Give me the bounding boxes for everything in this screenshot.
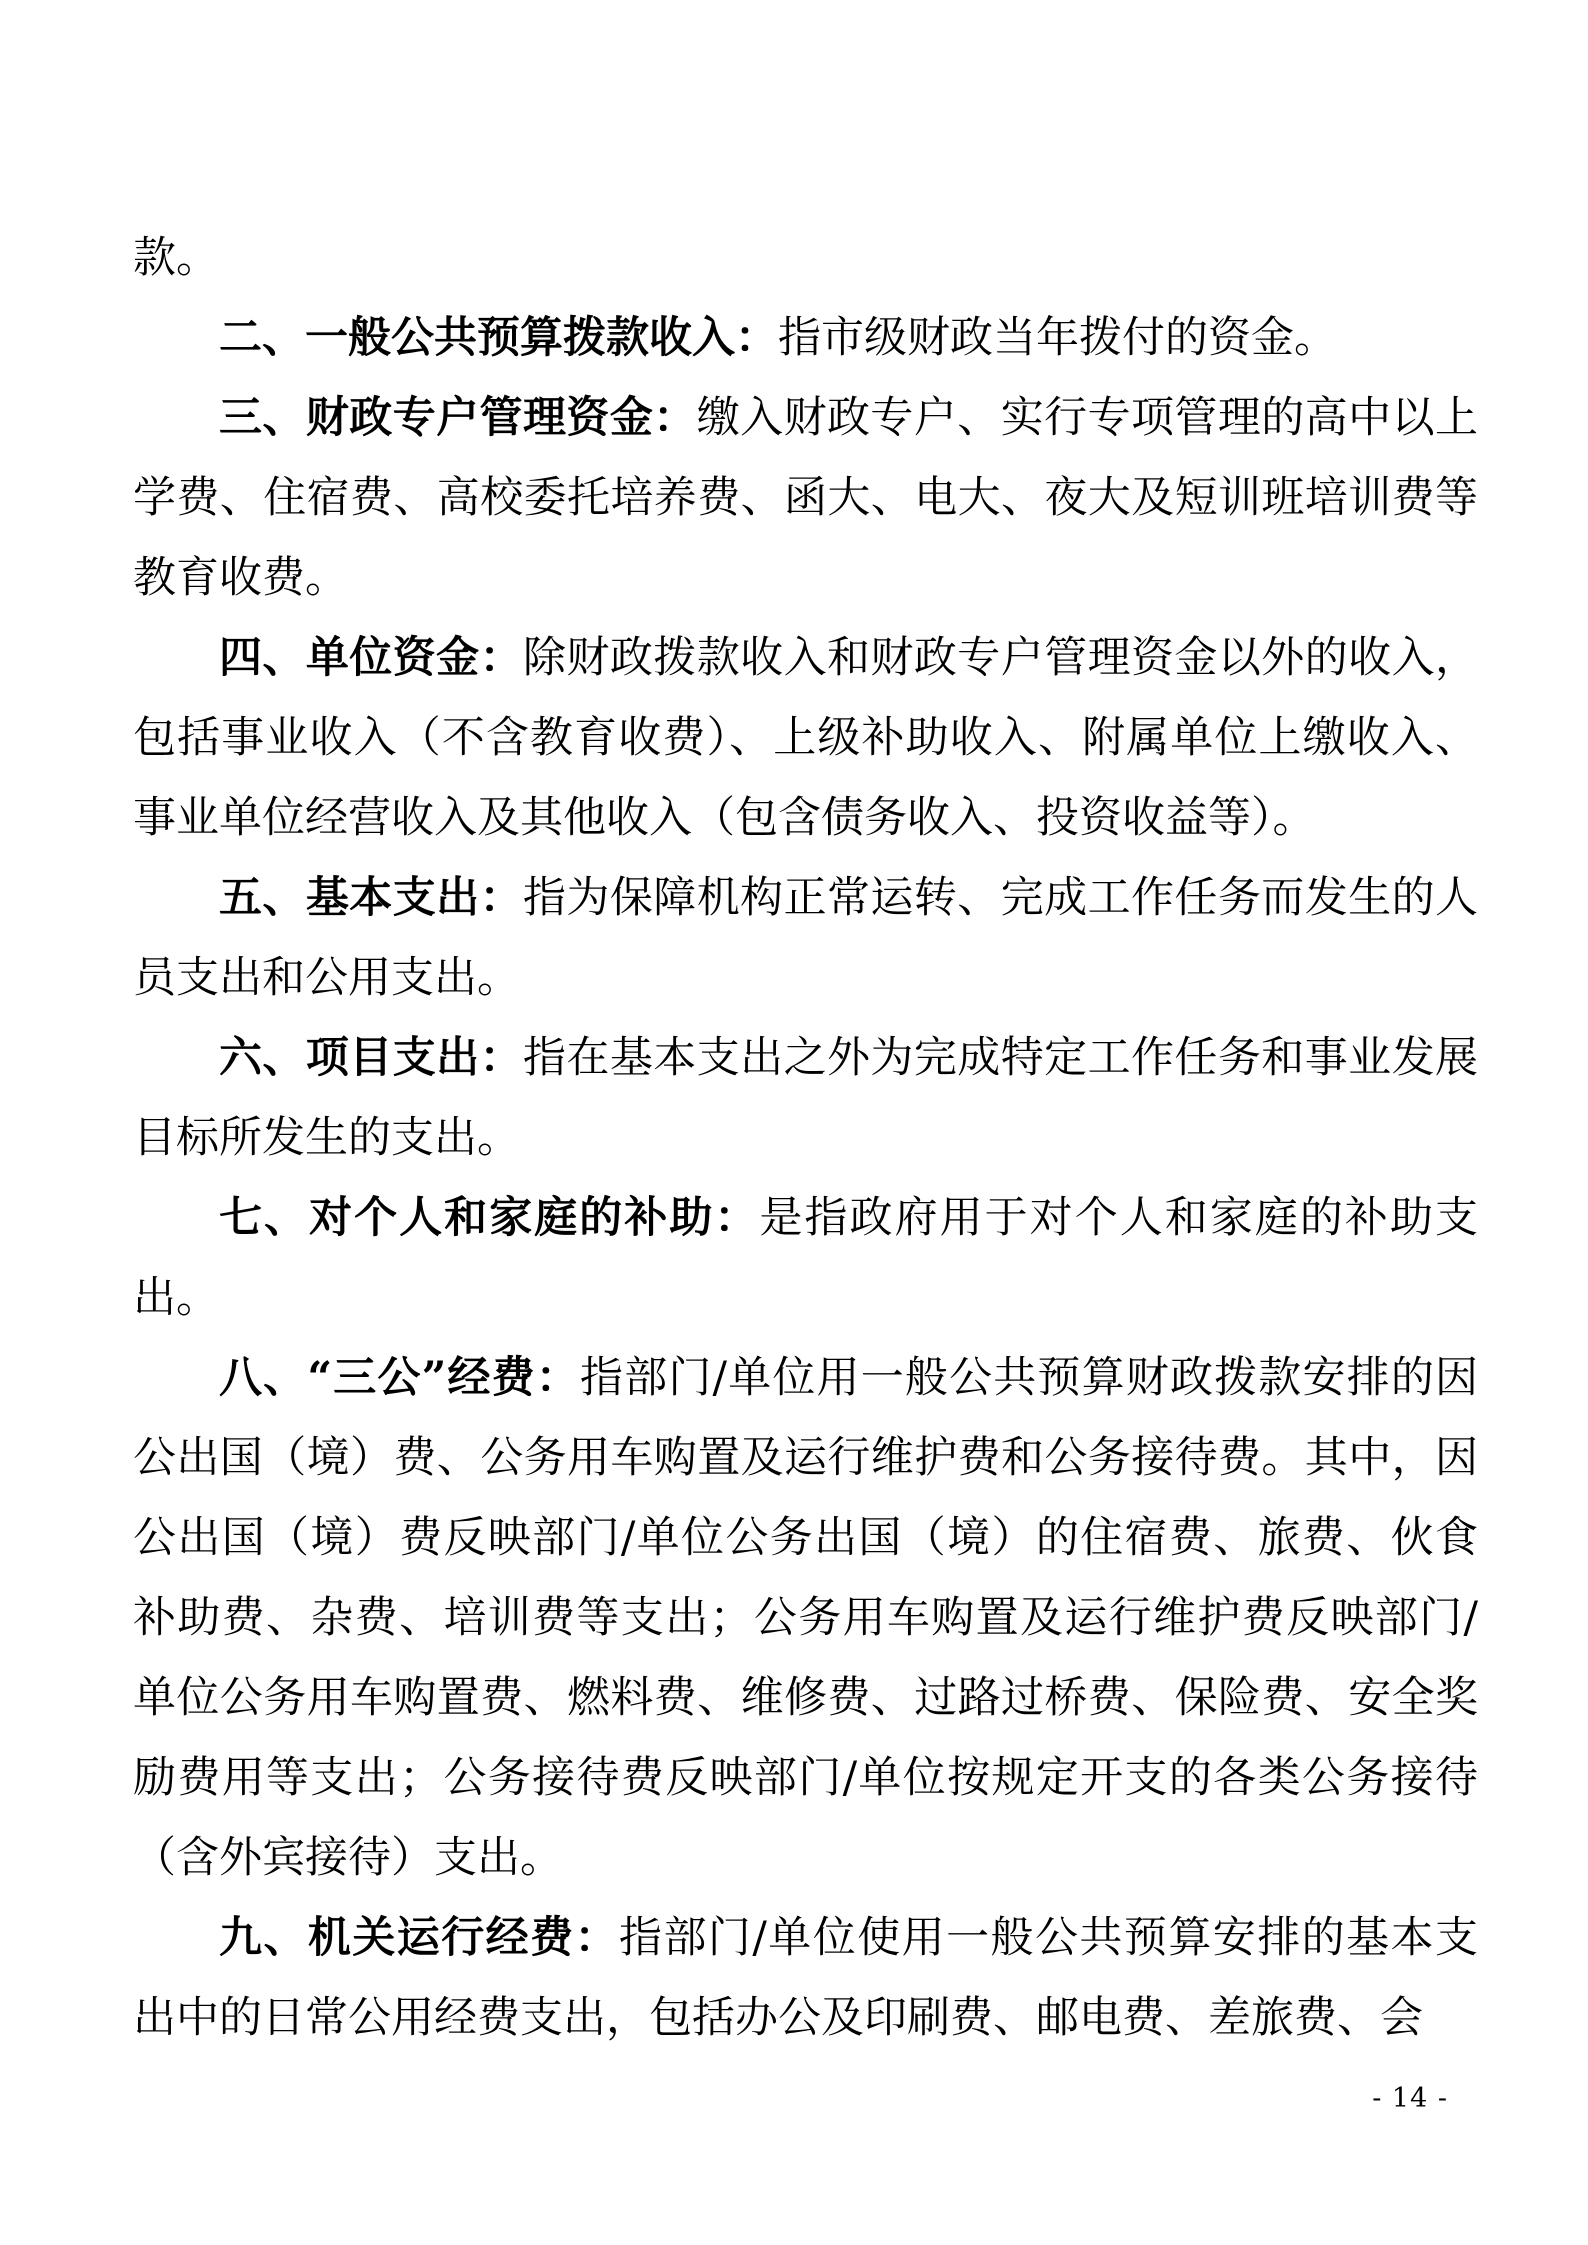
- paragraph-item-5: [133, 858, 1478, 1018]
- paragraph-text: 款。: [133, 233, 219, 283]
- term-label: 二、一般公共预算拨款收入：: [219, 313, 778, 363]
- paragraph-text: 指市级财政当年拨付的资金。: [778, 313, 1337, 363]
- paragraph-text: 缴入财政专户、实行专项管理的高中以上学费、住宿费、高校委托培养费、函大、电大、夜大及短训班培训费等教育收费。: [133, 393, 1479, 603]
- paragraph-continuation: [133, 218, 1478, 298]
- paragraph-item-3: [133, 378, 1478, 618]
- paragraph-item-8: [133, 1338, 1478, 1898]
- paragraph-text: 是指政府用于对个人和家庭的补助支出。: [133, 1193, 1479, 1323]
- paragraph-text: 指部门/单位用一般公共预算财政拨款安排的因公出国（境）费、公务用车购置及运行维护费和公务接待费。其中，因公出国（境）费反映部门/单位公务出国（境）的住宿费、旅费、伙食补助费、杂费、培训费等支出；公务用车购置及运行维护费反映部门/单位公务用车购置费、燃料费、维修费、过路过桥费、保险费、安全奖励费用等支出；公务接待费反映部门/单位按规定开支的各类公务接待（含外宾接待）支出。: [133, 1353, 1478, 1883]
- paragraph-item-7: [133, 1178, 1478, 1338]
- paragraph-item-6: [133, 1018, 1478, 1178]
- paragraph-text: 指部门/单位使用一般公共预算安排的基本支出中的日常公用经费支出，包括办公及印刷费、邮电费、差旅费、会: [133, 1913, 1479, 2043]
- paragraph-text: 指为保障机构正常运转、完成工作任务而发生的人员支出和公用支出。: [133, 873, 1478, 1003]
- term-label: 七、对个人和家庭的补助：: [219, 1193, 760, 1243]
- paragraph-item-4: [133, 618, 1478, 858]
- document-body: [133, 218, 1478, 2058]
- page-number: - 14 -: [1372, 2083, 1448, 2114]
- paragraph-item-2: [133, 298, 1478, 378]
- term-label: 八、“三公”经费：: [219, 1353, 581, 1403]
- term-label: 五、基本支出：: [219, 873, 523, 923]
- term-label: 四、单位资金：: [219, 633, 523, 683]
- paragraph-text: 除财政拨款收入和财政专户管理资金以外的收入，包括事业收入（不含教育收费）、上级补助收入、附属单位上缴收入、事业单位经营收入及其他收入（包含债务收入、投资收益等）。: [133, 633, 1478, 843]
- term-label: 九、机关运行经费：: [219, 1913, 620, 1963]
- paragraph-text: 指在基本支出之外为完成特定工作任务和事业发展目标所发生的支出。: [133, 1033, 1478, 1163]
- paragraph-item-9: [133, 1898, 1478, 2058]
- term-label: 三、财政专户管理资金：: [219, 393, 697, 443]
- term-label: 六、项目支出：: [219, 1033, 523, 1083]
